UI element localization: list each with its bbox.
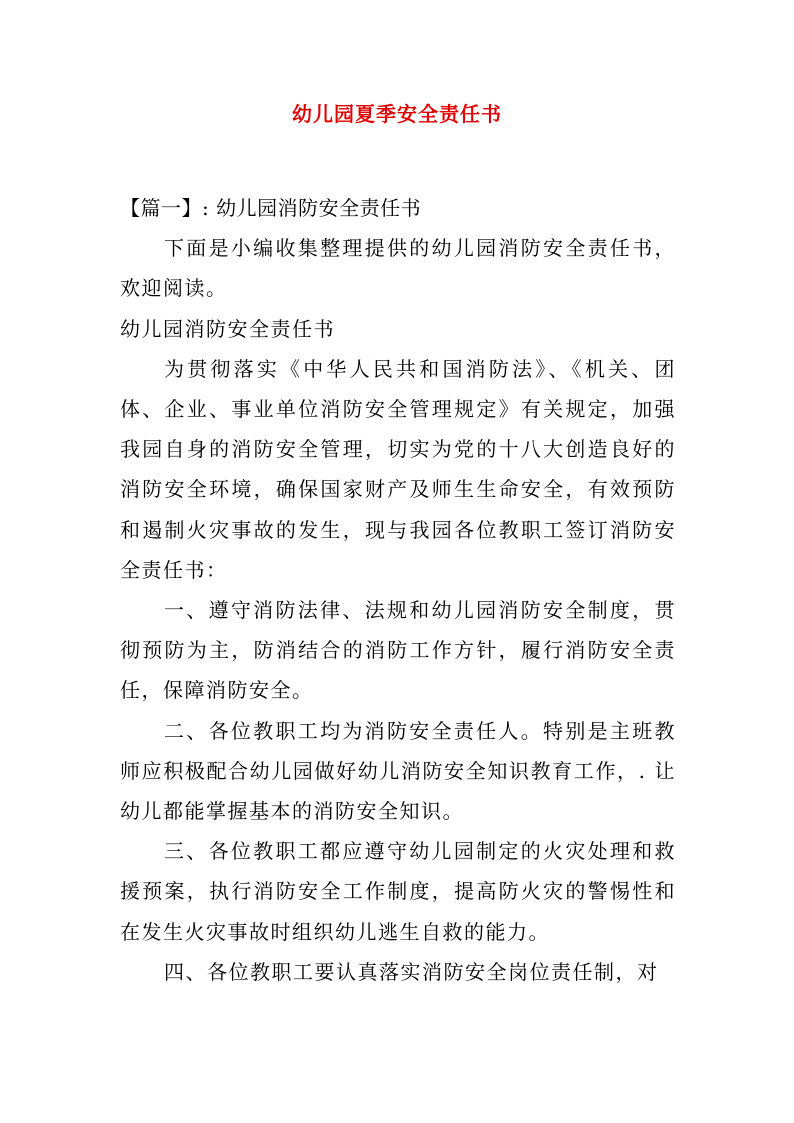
document-title: 幼儿园夏季安全责任书 [292,102,502,126]
clause-3-paragraph: 三、各位教职工都应遵守幼儿园制定的火灾处理和救援预案，执行消防安全工作制度，提高防火灾的警惕性和在发生火灾事故时组织幼儿逃生自救的能力。 [120,839,676,944]
subtitle-paragraph: 幼儿园消防安全责任书 [120,316,335,341]
section-header: 【篇一】: 幼儿园消防安全责任书 [120,196,422,220]
intro-paragraph: 下面是小编收集整理提供的幼儿园消防安全责任书，欢迎阅读。 [120,236,676,301]
clause-4-paragraph: 四、各位教职工要认真落实消防安全岗位责任制，对 [164,959,659,984]
clause-1-paragraph: 一、遵守消防法律、法规和幼儿园消防安全制度，贯彻预防为主，防消结合的消防工作方针，履行消防安全责任，保障消防安全。 [120,598,676,703]
document-body [120,188,676,992]
preamble-paragraph: 为贯彻落实《中华人民共和国消防法》、《机关、团体、企业、事业单位消防安全管理规定》有关规定，加强我园自身的消防安全管理，切实为党的十八大创造良好的消防安全环境，确保国家财产及师生生命安全，有效预防和遏制火灾事故的发生，现与我园各位教职工签订消防安全责任书： [120,356,676,582]
clause-2-paragraph: 二、各位教职工均为消防安全责任人。特别是主班教师应积极配合幼儿园做好幼儿消防安全知识教育工作，. 让幼儿都能掌握基本的消防安全知识。 [120,718,676,824]
